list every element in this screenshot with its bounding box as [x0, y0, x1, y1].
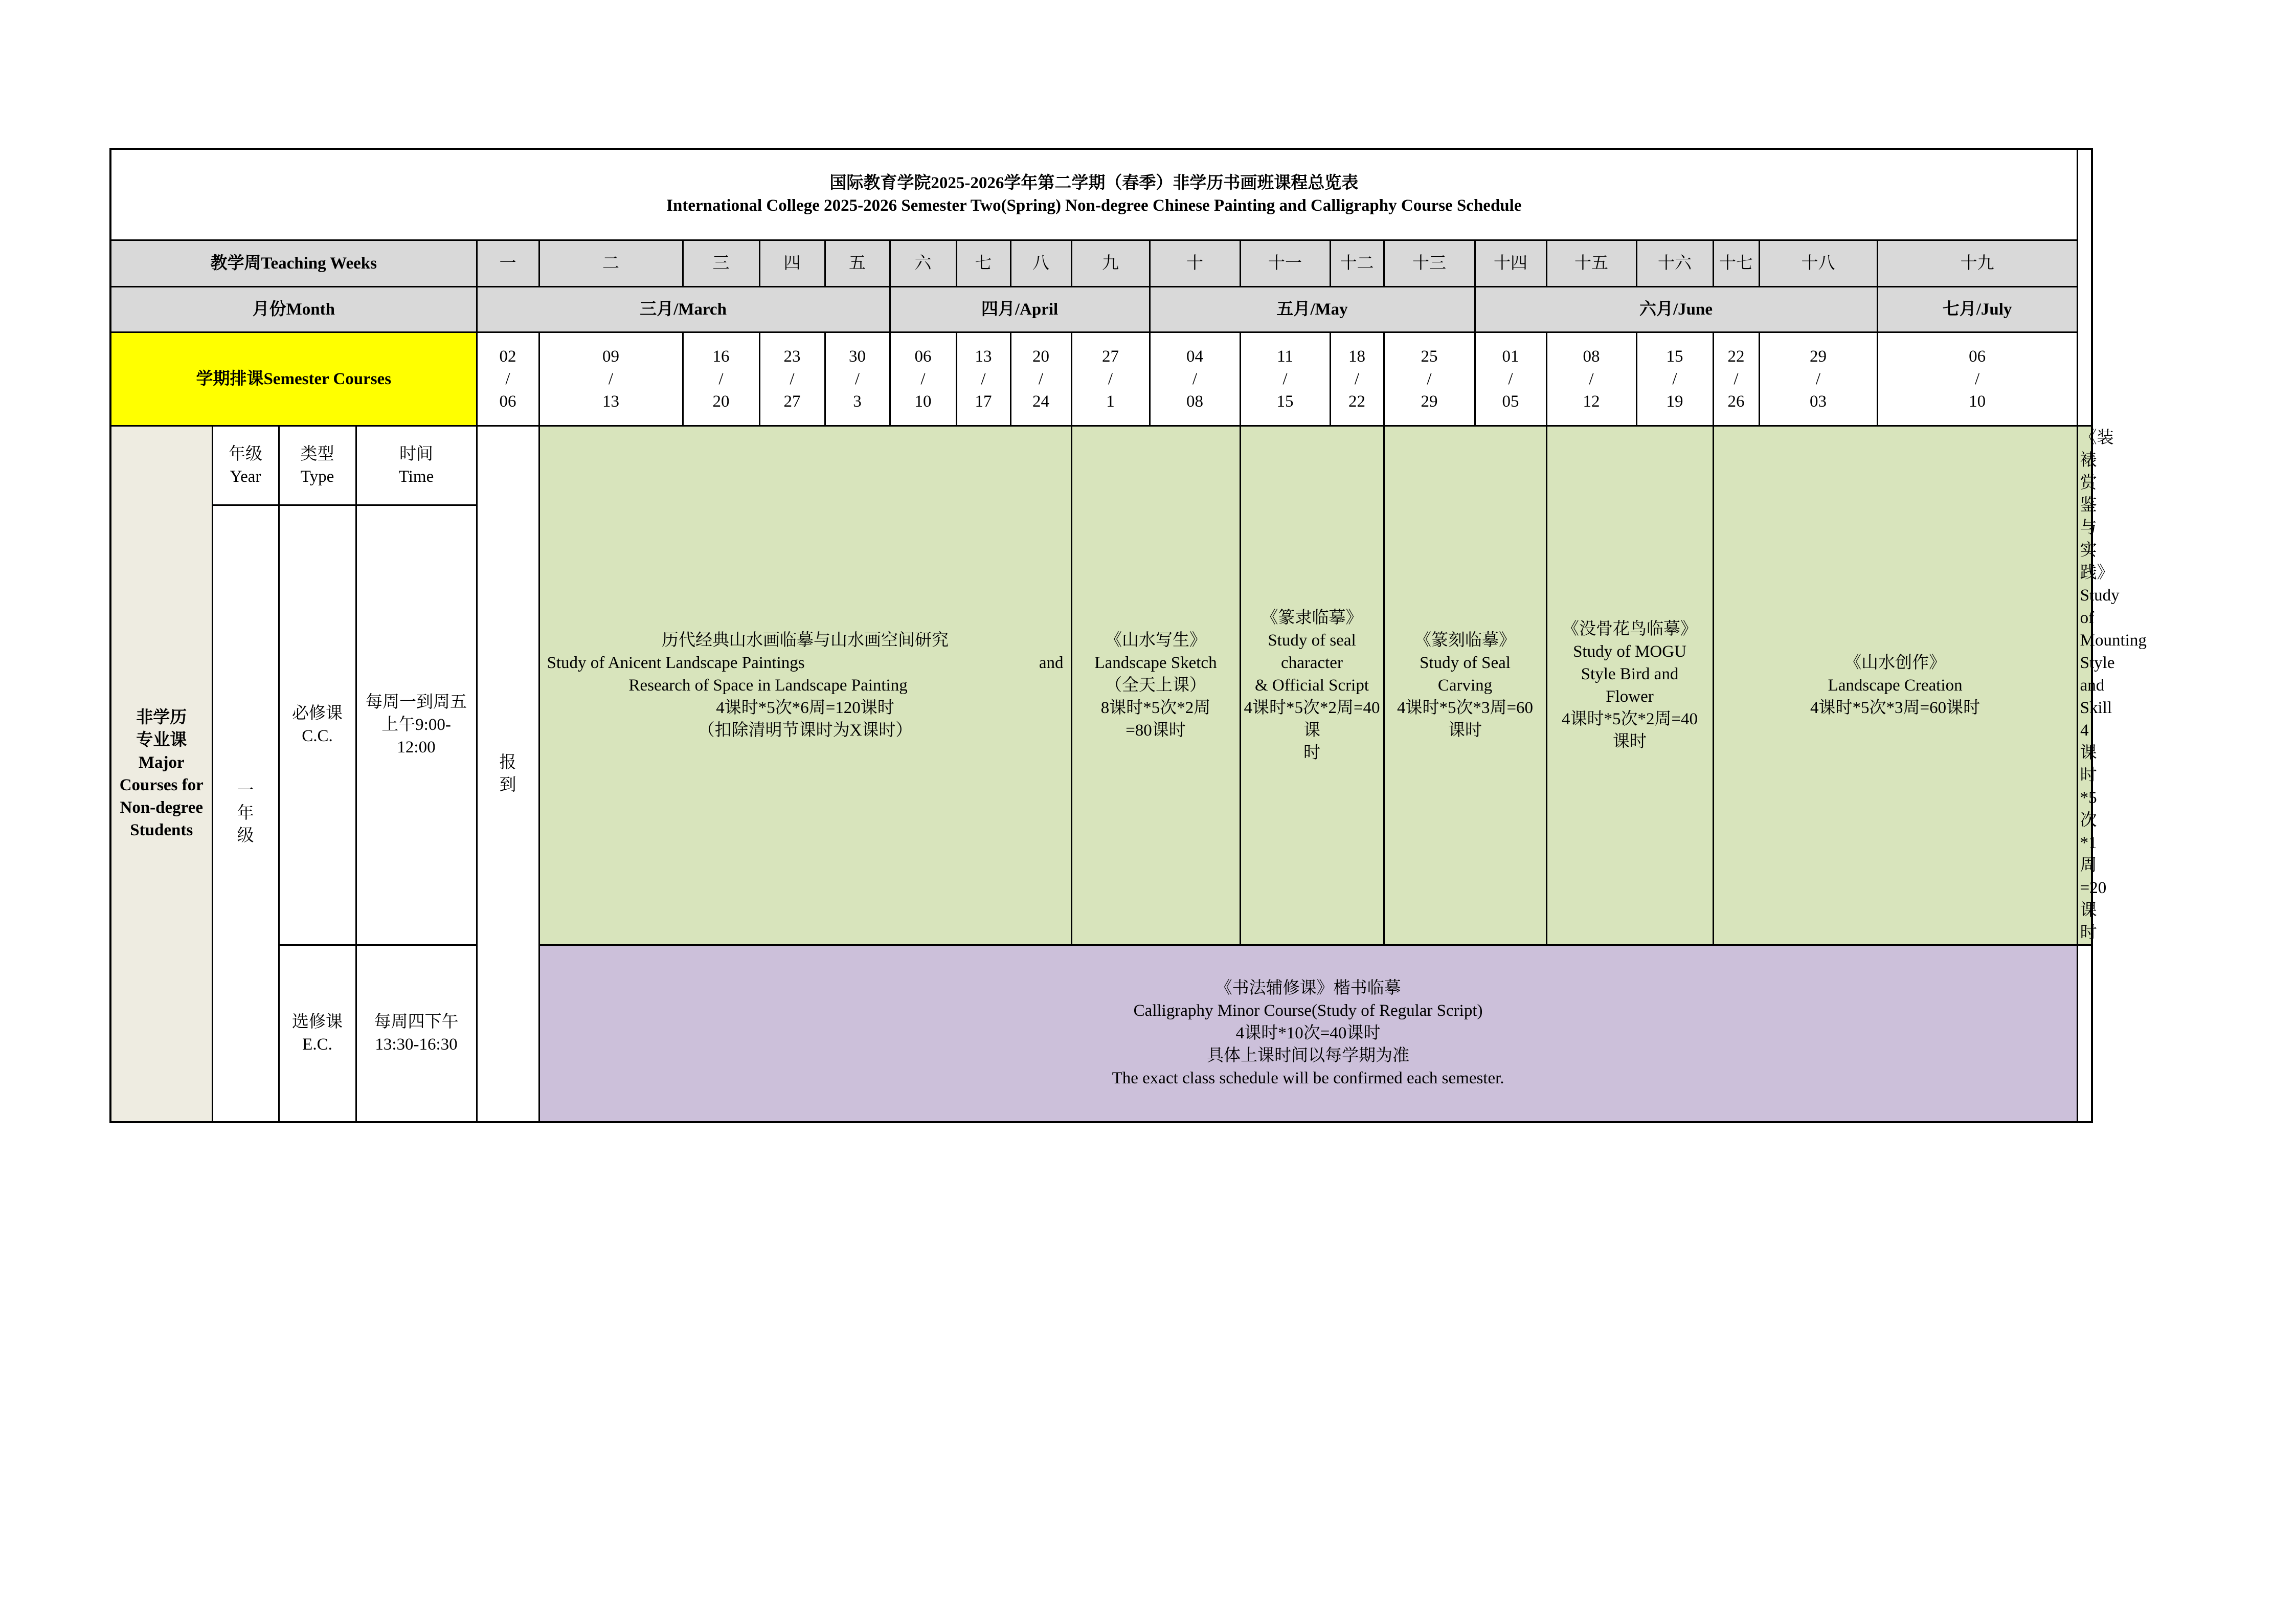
- table-title: [110, 149, 2077, 240]
- year-header: 年级 Year: [212, 426, 279, 505]
- course-seal-official-script: 《篆隶临摹》 Study of seal character & Official Script 4课时*5次*2周=40课 时: [1240, 426, 1384, 945]
- date-cell: 16 / 20: [683, 332, 759, 426]
- month-april: 四月/April: [890, 286, 1150, 332]
- week-cell: 四: [759, 240, 825, 286]
- week-cell: 十三: [1384, 240, 1475, 286]
- week-cell: 十五: [1546, 240, 1636, 286]
- week-cell: 十九: [1877, 240, 2077, 286]
- week-cell: 三: [683, 240, 759, 286]
- date-cell: 06 / 10: [890, 332, 956, 426]
- date-cell: 23 / 27: [759, 332, 825, 426]
- month-may: 五月/May: [1150, 286, 1475, 332]
- week-cell: 十四: [1475, 240, 1546, 286]
- course-landscape-creation: 《山水创作》 Landscape Creation 4课时*5次*3周=60课时: [1713, 426, 2077, 945]
- course-calligraphy-minor: 《书法辅修课》楷书临摹 Calligraphy Minor Course(Study of Regular Script) 4课时*10次=40课时 具体上课时间以每学期为准 The exact class schedule will be confirmed each semester.: [539, 945, 2077, 1122]
- date-cell: 30 / 3: [825, 332, 890, 426]
- week-cell: 十: [1150, 240, 1240, 286]
- teaching-weeks-label: 教学周Teaching Weeks: [110, 240, 477, 286]
- date-cell: 02 / 06: [477, 332, 539, 426]
- date-cell: 29 / 03: [1759, 332, 1877, 426]
- week-cell: 十七: [1713, 240, 1759, 286]
- course-landscape-sketch: 《山水写生》 Landscape Sketch （全天上课） 8课时*5次*2周 =80课时: [1071, 426, 1240, 945]
- date-cell: 15 / 19: [1636, 332, 1713, 426]
- compulsory-type: 必修课 C.C.: [279, 505, 356, 945]
- course-mounting: 《装裱赏鉴与实践》 Study of Mounting Style and Skill 4课时*5次*1周=20课时: [2077, 426, 2092, 945]
- elective-course-row: [110, 945, 2092, 1122]
- week-cell: 十二: [1330, 240, 1384, 286]
- month-june: 六月/June: [1475, 286, 1877, 332]
- date-cell: 04 / 08: [1150, 332, 1240, 426]
- week-cell: 五: [825, 240, 890, 286]
- dates-row: [110, 332, 2092, 426]
- week-cell: 二: [539, 240, 683, 286]
- week-cell: 十一: [1240, 240, 1330, 286]
- grade-cell: 一 年 级: [212, 505, 279, 1122]
- week-cell: 一: [477, 240, 539, 286]
- month-row: [110, 286, 2092, 332]
- week-cell: 九: [1071, 240, 1150, 286]
- week-cell: 八: [1010, 240, 1071, 286]
- type-header: 类型 Type: [279, 426, 356, 505]
- title-row: [110, 149, 2092, 240]
- course-landscape-copying: 历代经典山水画临摹与山水画空间研究 Study of Anicent Landscape Paintings and Research of Space in Landscape Painting 4课时*5次*6周=120课时 （扣除清明节课时为X课时）: [539, 426, 1071, 945]
- elective-time: 每周四下午 13:30-16:30: [356, 945, 477, 1122]
- date-cell: 09 / 13: [539, 332, 683, 426]
- date-cell: 22 / 26: [1713, 332, 1759, 426]
- month-july: 七月/July: [1877, 286, 2077, 332]
- date-cell: 08 / 12: [1546, 332, 1636, 426]
- date-cell: 01 / 05: [1475, 332, 1546, 426]
- semester-courses-label: 学期排课Semester Courses: [110, 332, 477, 426]
- date-cell: 13 / 17: [956, 332, 1010, 426]
- date-cell: 20 / 24: [1010, 332, 1071, 426]
- detail-header-row: [110, 426, 2092, 505]
- date-cell: 11 / 15: [1240, 332, 1330, 426]
- date-cell: 18 / 22: [1330, 332, 1384, 426]
- registration-cell: 报 到: [477, 426, 539, 1122]
- week-cell: 七: [956, 240, 1010, 286]
- date-cell: 25 / 29: [1384, 332, 1475, 426]
- month-label: 月份Month: [110, 286, 477, 332]
- course-schedule-table: [109, 148, 2147, 1123]
- time-header: 时间 Time: [356, 426, 477, 505]
- date-cell: 27 / 1: [1071, 332, 1150, 426]
- teaching-weeks-row: [110, 240, 2092, 286]
- date-cell: 06 / 10: [1877, 332, 2077, 426]
- week-cell: 十八: [1759, 240, 1877, 286]
- compulsory-time: 每周一到周五 上午9:00- 12:00: [356, 505, 477, 945]
- elective-type: 选修课 E.C.: [279, 945, 356, 1122]
- week-cell: 十六: [1636, 240, 1713, 286]
- category-label: 非学历 专业课 Major Courses for Non-degree Students: [110, 426, 212, 1122]
- month-march: 三月/March: [477, 286, 890, 332]
- course-seal-carving: 《篆刻临摹》 Study of Seal Carving 4课时*5次*3周=60 课时: [1384, 426, 1546, 945]
- course-mogu-bird-flower: 《没骨花鸟临摹》 Study of MOGU Style Bird and Flower 4课时*5次*2周=40 课时: [1546, 426, 1713, 945]
- title-zh: 国际教育学院2025-2026学年第二学期（春季）非学历书画班课程总览表: [829, 174, 1359, 193]
- title-en: International College 2025-2026 Semester Two(Spring) Non-degree Chinese Painting and Calligraphy Course Schedule: [666, 196, 1522, 215]
- week-cell: 六: [890, 240, 956, 286]
